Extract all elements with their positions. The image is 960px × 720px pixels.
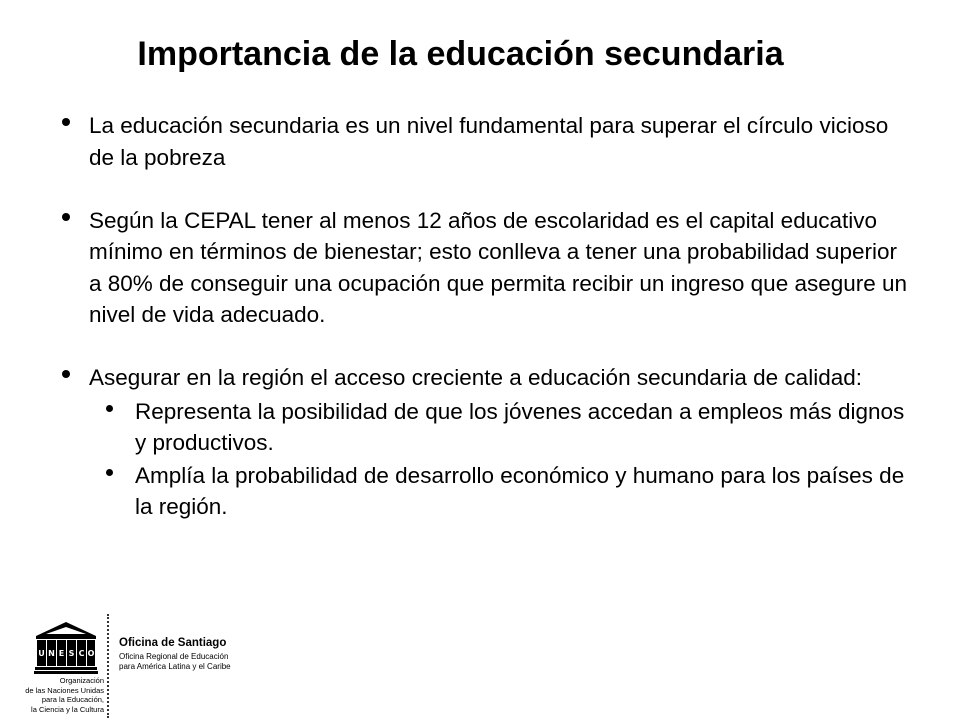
bullet-item [58,205,908,331]
sub-bullet-text: Representa la posibilidad de que los jóvenes accedan a empleos más dignos y productivos. [135,398,905,455]
office-subtitle [119,652,231,672]
svg-text:N: N [48,649,55,658]
unesco-footer [0,610,300,720]
bullet-list [58,110,908,522]
svg-text:S: S [68,649,75,658]
unesco-organization-name [8,676,104,714]
svg-text:U: U [38,649,45,658]
footer-divider [107,614,109,718]
bullet-text: Asegurar en la región el acceso creciente a educación secundaria de calidad: [89,365,862,390]
sub-bullet-item [103,460,908,522]
bullet-text: La educación secundaria es un nivel fundamental para superar el círculo vicioso de la pobreza [89,113,889,170]
org-line: para la Educación, [41,695,104,704]
bullet-item [58,110,908,173]
bullet-dot-icon [62,118,70,126]
bullet-dot-icon [62,370,70,378]
sub-bullet-item [103,396,908,458]
svg-text:O: O [87,649,95,658]
slide-title: Importancia de la educación secundaria [137,35,784,73]
office-line: Oficina Regional de Educación [119,652,229,661]
bullet-item [58,362,908,522]
sub-bullet-list [103,396,908,522]
bullet-dot-icon [62,213,70,221]
org-line: de las Naciones Unidas [25,685,104,695]
sub-bullet-dot-icon [106,469,113,476]
sub-bullet-dot-icon [106,405,113,412]
svg-text:C: C [78,649,85,658]
office-title: Oficina de Santiago [119,637,227,649]
bullet-text: Según la CEPAL tener al menos 12 años de escolaridad es el capital educativo mínimo en términos de bienestar; esto conlleva a tener una probabilidad superior a 80% de conseguir una ocupación que permita recibir un ingreso que asegure un nivel de vida adecuado. [89,207,908,327]
unesco-temple-icon [34,620,98,676]
sub-bullet-text: Amplía la probabilidad de desarrollo económico y humano para los países de la región. [135,462,905,519]
org-line: Organización [59,676,104,685]
svg-text:E: E [58,649,65,658]
org-line: la Ciencia y la Cultura [31,704,104,714]
office-line: para América Latina y el Caribe [119,662,231,671]
